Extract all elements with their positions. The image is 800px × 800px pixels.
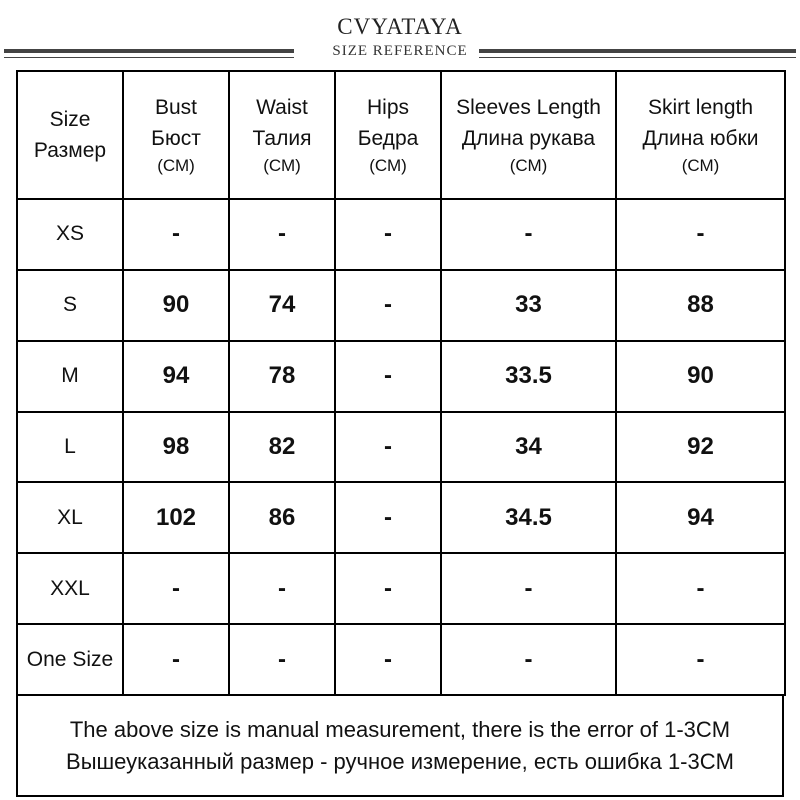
- size-chart-table: [16, 70, 786, 696]
- column-header-label: Hips: [366, 96, 409, 119]
- skirt-cell: 92: [616, 412, 785, 483]
- column-header-sleeves: [441, 71, 616, 199]
- size-cell: L: [17, 412, 123, 483]
- skirt-cell: 88: [616, 270, 785, 341]
- sleeves-cell: -: [441, 624, 616, 695]
- bust-cell: 102: [123, 482, 229, 553]
- table-row: [17, 553, 785, 624]
- table-row: [17, 270, 785, 341]
- divider-right: [479, 49, 796, 53]
- header: [0, 0, 800, 68]
- bust-cell: 90: [123, 270, 229, 341]
- table-row: [17, 341, 785, 412]
- column-header-label-ru: Бюст: [151, 127, 201, 150]
- bust-cell: -: [123, 199, 229, 270]
- sleeves-cell: 33.5: [441, 341, 616, 412]
- column-header-label-ru: Бедра: [357, 127, 419, 150]
- size-cell: XL: [17, 482, 123, 553]
- column-header-label: Size: [49, 108, 91, 131]
- sleeves-cell: 34: [441, 412, 616, 483]
- waist-cell: -: [229, 624, 335, 695]
- size-cell: XS: [17, 199, 123, 270]
- column-header-label-ru: Длина рукава: [461, 127, 596, 150]
- waist-cell: 82: [229, 412, 335, 483]
- header-row: [17, 71, 785, 199]
- hips-cell: -: [335, 624, 441, 695]
- skirt-cell: 94: [616, 482, 785, 553]
- bust-cell: -: [123, 553, 229, 624]
- size-cell: One Size: [17, 624, 123, 695]
- waist-cell: -: [229, 553, 335, 624]
- subtitle: SIZE REFERENCE: [332, 43, 468, 59]
- column-header-label-ru: Талия: [252, 127, 312, 150]
- column-header-label: Waist: [256, 96, 308, 119]
- column-header-hips: [335, 71, 441, 199]
- brand-title: CVYATAYA: [337, 14, 463, 39]
- column-header-label-ru: Размер: [33, 139, 107, 162]
- waist-cell: -: [229, 199, 335, 270]
- column-header-unit: (СМ): [681, 156, 720, 175]
- column-header-label-ru: Длина юбки: [642, 127, 759, 150]
- column-header-bust: [123, 71, 229, 199]
- note-russian: Вышеуказанный размер - ручное измерение, есть ошибка 1-3CM: [66, 748, 734, 774]
- size-cell: M: [17, 341, 123, 412]
- column-header-waist: [229, 71, 335, 199]
- hips-cell: -: [335, 341, 441, 412]
- column-header-unit: (СМ): [509, 156, 548, 175]
- hips-cell: -: [335, 270, 441, 341]
- size-cell: XXL: [17, 553, 123, 624]
- column-header-label: Skirt length: [647, 96, 754, 119]
- bust-cell: 94: [123, 341, 229, 412]
- waist-cell: 74: [229, 270, 335, 341]
- bust-cell: 98: [123, 412, 229, 483]
- hips-cell: -: [335, 412, 441, 483]
- column-header-size: [17, 71, 123, 199]
- note-english: The above size is manual measurement, there is the error of 1-3CM: [69, 716, 731, 742]
- size-cell: S: [17, 270, 123, 341]
- column-header-label: Bust: [154, 96, 198, 119]
- waist-cell: 86: [229, 482, 335, 553]
- sleeves-cell: -: [441, 199, 616, 270]
- table-row: [17, 482, 785, 553]
- skirt-cell: 90: [616, 341, 785, 412]
- column-header-unit: (СМ): [369, 156, 407, 175]
- table-row: [17, 624, 785, 695]
- bust-cell: -: [123, 624, 229, 695]
- hips-cell: -: [335, 482, 441, 553]
- waist-cell: 78: [229, 341, 335, 412]
- column-header-unit: (СМ): [263, 156, 301, 175]
- sleeves-cell: 33: [441, 270, 616, 341]
- table-row: [17, 412, 785, 483]
- column-header-unit: (СМ): [157, 156, 195, 175]
- skirt-cell: -: [616, 199, 785, 270]
- sleeves-cell: -: [441, 553, 616, 624]
- table-row: [17, 199, 785, 270]
- skirt-cell: -: [616, 553, 785, 624]
- hips-cell: -: [335, 199, 441, 270]
- skirt-cell: -: [616, 624, 785, 695]
- column-header-skirt: [616, 71, 785, 199]
- measurement-note: [16, 696, 784, 797]
- sleeves-cell: 34.5: [441, 482, 616, 553]
- hips-cell: -: [335, 553, 441, 624]
- divider-right-thin: [479, 57, 796, 58]
- column-header-label: Sleeves Length: [456, 96, 601, 119]
